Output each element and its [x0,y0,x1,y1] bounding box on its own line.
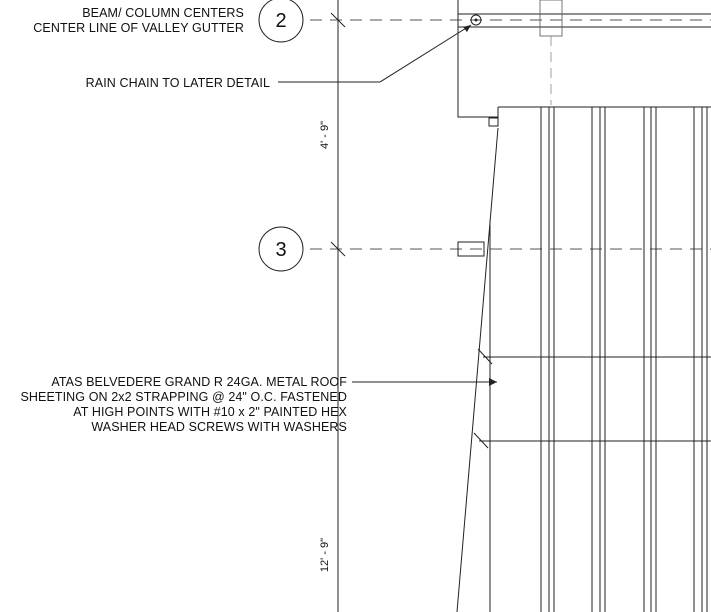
beam-bracket [540,0,562,36]
note-roof-line2: SHEETING ON 2x2 STRAPPING @ 24" O.C. FASTENED [20,390,347,404]
note-beam-line1: BEAM/ COLUMN CENTERS [82,6,244,20]
beam-outline [458,0,498,117]
rain-chain-leader-d [380,25,471,82]
roof-top-bracket [489,118,498,126]
roof-left-edge [457,128,498,612]
note-roof-line1: ATAS BELVEDERE GRAND R 24GA. METAL ROOF [51,375,347,389]
note-rain-chain: RAIN CHAIN TO LATER DETAIL [85,76,270,90]
rain-chain-dot [475,19,478,22]
roof-note-arrow [489,378,497,386]
dimension-upper: 4' - 9" [319,120,331,150]
dimension-lower: 12' - 9" [319,537,331,573]
grid-number-3: 3 [275,239,287,261]
note-beam-line2: CENTER LINE OF VALLEY GUTTER [33,21,244,35]
rain-chain-arrow [463,25,471,32]
note-roof-line4: WASHER HEAD SCREWS WITH WASHERS [91,420,347,434]
grid-number-2: 2 [275,10,287,32]
roof-ribs [490,107,707,612]
note-roof-line3: AT HIGH POINTS WITH #10 x 2" PAINTED HEX [73,405,347,419]
